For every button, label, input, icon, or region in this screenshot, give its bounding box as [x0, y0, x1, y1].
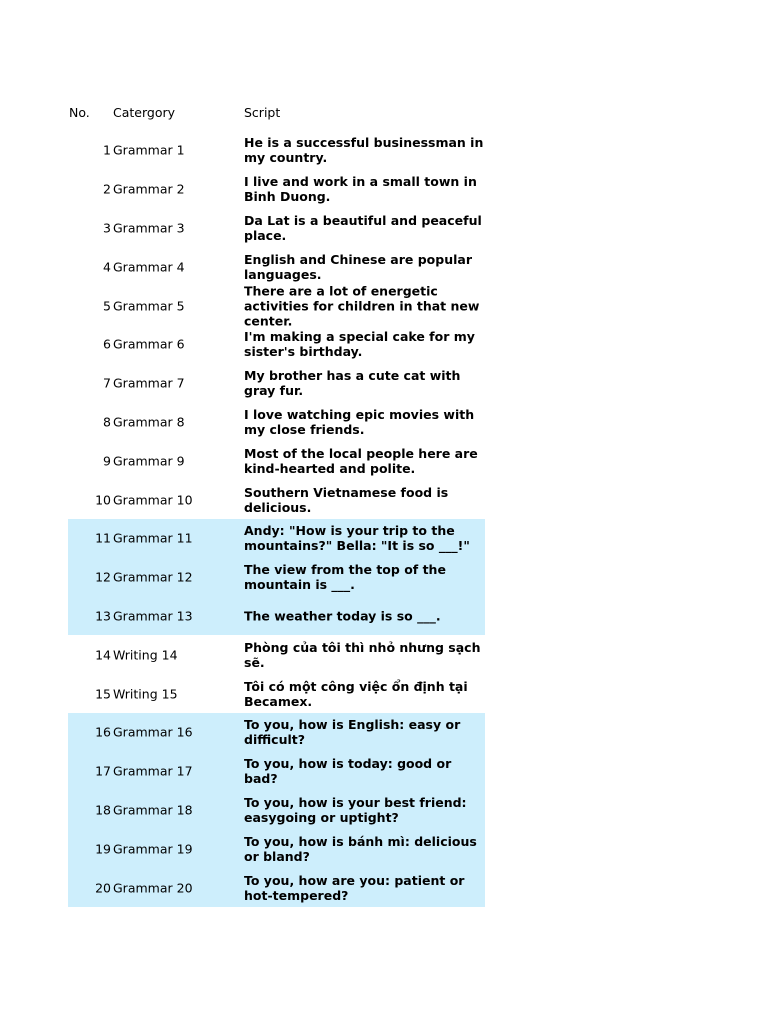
table-row [68, 752, 485, 791]
table-row [68, 480, 485, 519]
row-category: Grammar 8 [113, 414, 185, 430]
row-category: Grammar 19 [113, 841, 193, 857]
row-number: 15 [95, 686, 111, 702]
row-script: The weather today is so ___. [244, 608, 441, 624]
row-number: 11 [95, 530, 111, 546]
row-number: 16 [95, 724, 111, 740]
row-category: Grammar 7 [113, 375, 185, 391]
row-category: Grammar 4 [113, 259, 185, 275]
row-script: I'm making a special cake for my sister's birthday. [244, 329, 475, 360]
row-number: 6 [103, 336, 111, 352]
header-script: Script [244, 105, 281, 120]
row-script: Andy: "How is your trip to the mountains?" Bella: "It is so ___!" [244, 523, 470, 554]
row-script: To you, how is today: good or bad? [244, 756, 452, 787]
table-row [68, 597, 485, 636]
row-category: Grammar 12 [113, 569, 193, 585]
table-row [68, 713, 485, 752]
table-row [68, 868, 485, 907]
row-category: Grammar 20 [113, 880, 193, 896]
row-category: Grammar 18 [113, 802, 193, 818]
table-row [68, 325, 485, 364]
row-number: 1 [103, 142, 111, 158]
table-row [68, 674, 485, 713]
row-category: Grammar 5 [113, 298, 185, 314]
row-script: To you, how is bánh mì: delicious or bland? [244, 833, 477, 864]
row-script: Most of the local people here are kind-hearted and polite. [244, 445, 478, 476]
row-number: 7 [103, 375, 111, 391]
row-category: Grammar 1 [113, 142, 185, 158]
row-number: 9 [103, 453, 111, 469]
row-number: 4 [103, 259, 111, 275]
row-number: 12 [95, 569, 111, 585]
row-script: Tôi có một công việc ổn định tại Becamex. [244, 678, 468, 709]
row-category: Grammar 3 [113, 220, 185, 236]
row-category: Grammar 17 [113, 763, 193, 779]
row-category: Grammar 2 [113, 181, 185, 197]
row-category: Writing 14 [113, 647, 178, 663]
row-number: 10 [95, 492, 111, 508]
row-script: To you, how is your best friend: easygoing or uptight? [244, 794, 467, 825]
row-category: Grammar 10 [113, 492, 193, 508]
table-row [68, 635, 485, 674]
row-number: 19 [95, 841, 111, 857]
row-script: To you, how are you: patient or hot-tempered? [244, 872, 465, 903]
table-row [68, 364, 485, 403]
row-script: I love watching epic movies with my close friends. [244, 406, 475, 437]
row-category: Grammar 13 [113, 608, 193, 624]
row-category: Grammar 9 [113, 453, 185, 469]
row-script: To you, how is English: easy or difficult? [244, 717, 461, 748]
table-header [68, 100, 485, 126]
row-category: Grammar 11 [113, 530, 193, 546]
row-number: 3 [103, 220, 111, 236]
row-number: 2 [103, 181, 111, 197]
header-no: No. [69, 105, 90, 120]
row-script: Da Lat is a beautiful and peaceful place. [244, 212, 482, 243]
row-number: 18 [95, 802, 111, 818]
table-row [68, 791, 485, 830]
table-row [68, 131, 485, 170]
table-row [68, 209, 485, 248]
row-script: The view from the top of the mountain is ___. [244, 562, 446, 593]
table-row [68, 403, 485, 442]
table-row [68, 247, 485, 286]
row-script: I live and work in a small town in Binh Duong. [244, 174, 477, 205]
table-row [68, 558, 485, 597]
row-number: 13 [95, 608, 111, 624]
table-row [68, 829, 485, 868]
table-row [68, 170, 485, 209]
script-table [68, 100, 485, 907]
row-script: He is a successful businessman in my country. [244, 135, 484, 166]
row-category: Writing 15 [113, 686, 178, 702]
row-category: Grammar 6 [113, 336, 185, 352]
row-number: 20 [95, 880, 111, 896]
row-number: 5 [103, 298, 111, 314]
table-row [68, 441, 485, 480]
row-number: 14 [95, 647, 111, 663]
row-script: There are a lot of energetic activities for children in that new center. [244, 283, 480, 329]
row-category: Grammar 16 [113, 724, 193, 740]
row-script: Southern Vietnamese food is delicious. [244, 484, 449, 515]
row-script: Phòng của tôi thì nhỏ nhưng sạch sẽ. [244, 639, 481, 670]
row-script: English and Chinese are popular languages. [244, 251, 472, 282]
row-number: 17 [95, 763, 111, 779]
row-script: My brother has a cute cat with gray fur. [244, 368, 461, 399]
table-row [68, 283, 485, 329]
header-category: Catergory [113, 105, 176, 120]
row-number: 8 [103, 414, 111, 430]
table-row [68, 519, 485, 558]
